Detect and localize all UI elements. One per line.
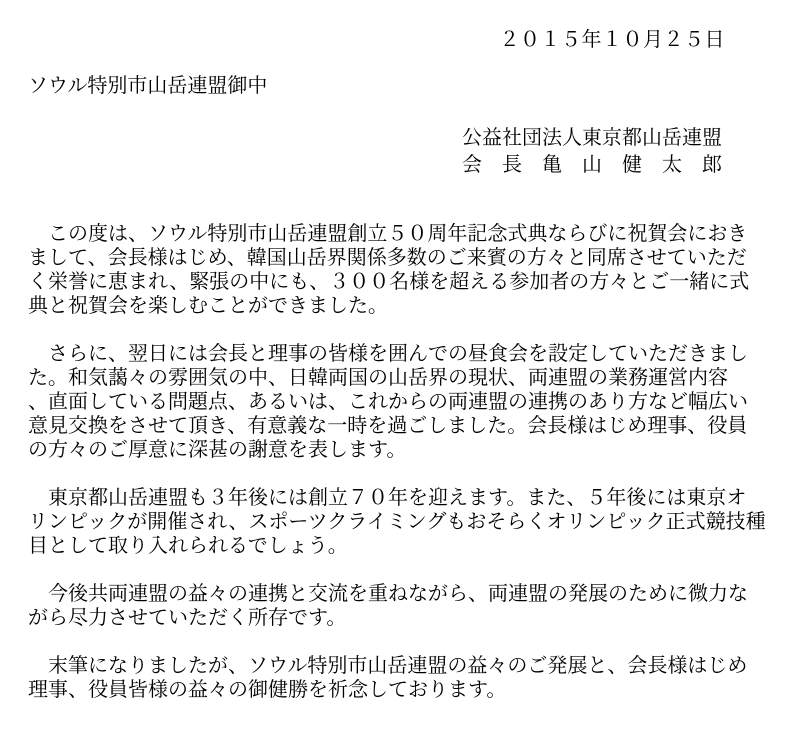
letter-body <box>28 222 770 702</box>
text-line: 、直面している問題点、あるいは、これからの両連盟の連携のあり方など幅広い <box>28 391 748 413</box>
text-line: の方々のご厚意に深甚の謝意を表します。 <box>28 439 407 461</box>
paragraph-3 <box>28 486 770 558</box>
paragraph-4 <box>28 582 770 630</box>
text-line: がら尽力させていただく所存です。 <box>28 607 347 629</box>
text-line: 東京都山岳連盟も３年後には創立７０年を迎えます。また、５年後には東京オ <box>28 487 747 509</box>
paragraph-1 <box>28 222 770 318</box>
sender-block <box>28 125 770 179</box>
text-line: 典と祝賀会を楽しむことができました。 <box>28 295 388 317</box>
letter-date: ２０１５年１０月２５日 <box>499 29 725 51</box>
paragraph-2 <box>28 342 770 462</box>
text-line: た。和気藹々の雰囲気の中、日韓両国の山岳界の現状、両連盟の業務運営内容 <box>28 367 728 389</box>
sender-organization: 公益社団法人東京都山岳連盟 <box>462 127 722 149</box>
sender-name: 会 長 亀 山 健 太 郎 <box>462 154 722 176</box>
text-line: まして、会長様はじめ、韓国山岳界関係多数のご来賓の方々と同席させていただ <box>28 247 747 269</box>
text-line: 今後共両連盟の益々の連携と交流を重ねながら、両連盟の発展のために微力な <box>28 583 748 605</box>
text-line: 意見交換をさせて頂き、有意義な一時を過ごしました。会長様はじめ理事、役員 <box>28 415 748 437</box>
addressee: ソウル特別市山岳連盟御中 <box>28 75 268 97</box>
text-line: この度は、ソウル特別市山岳連盟創立５０周年記念式典ならびに祝賀会におき <box>28 223 748 245</box>
text-line: 理事、役員皆様の益々の御健勝を祈念しております。 <box>28 679 507 701</box>
text-line: 末筆になりましたが、ソウル特別市山岳連盟の益々のご発展と、会長様はじめ <box>28 655 748 677</box>
paragraph-5 <box>28 654 770 702</box>
text-line: 目として取り入れられるでしょう。 <box>28 535 348 557</box>
text-line: さらに、翌日には会長と理事の皆様を囲んでの昼食会を設定していただきまし <box>28 343 748 365</box>
text-line: リンピックが開催され、スポーツクライミングもおそらくオリンピック正式競技種 <box>28 511 766 533</box>
text-line: く栄誉に恵まれ、緊張の中にも、３００名様を超える参加者の方々とご一緒に式 <box>28 271 750 293</box>
